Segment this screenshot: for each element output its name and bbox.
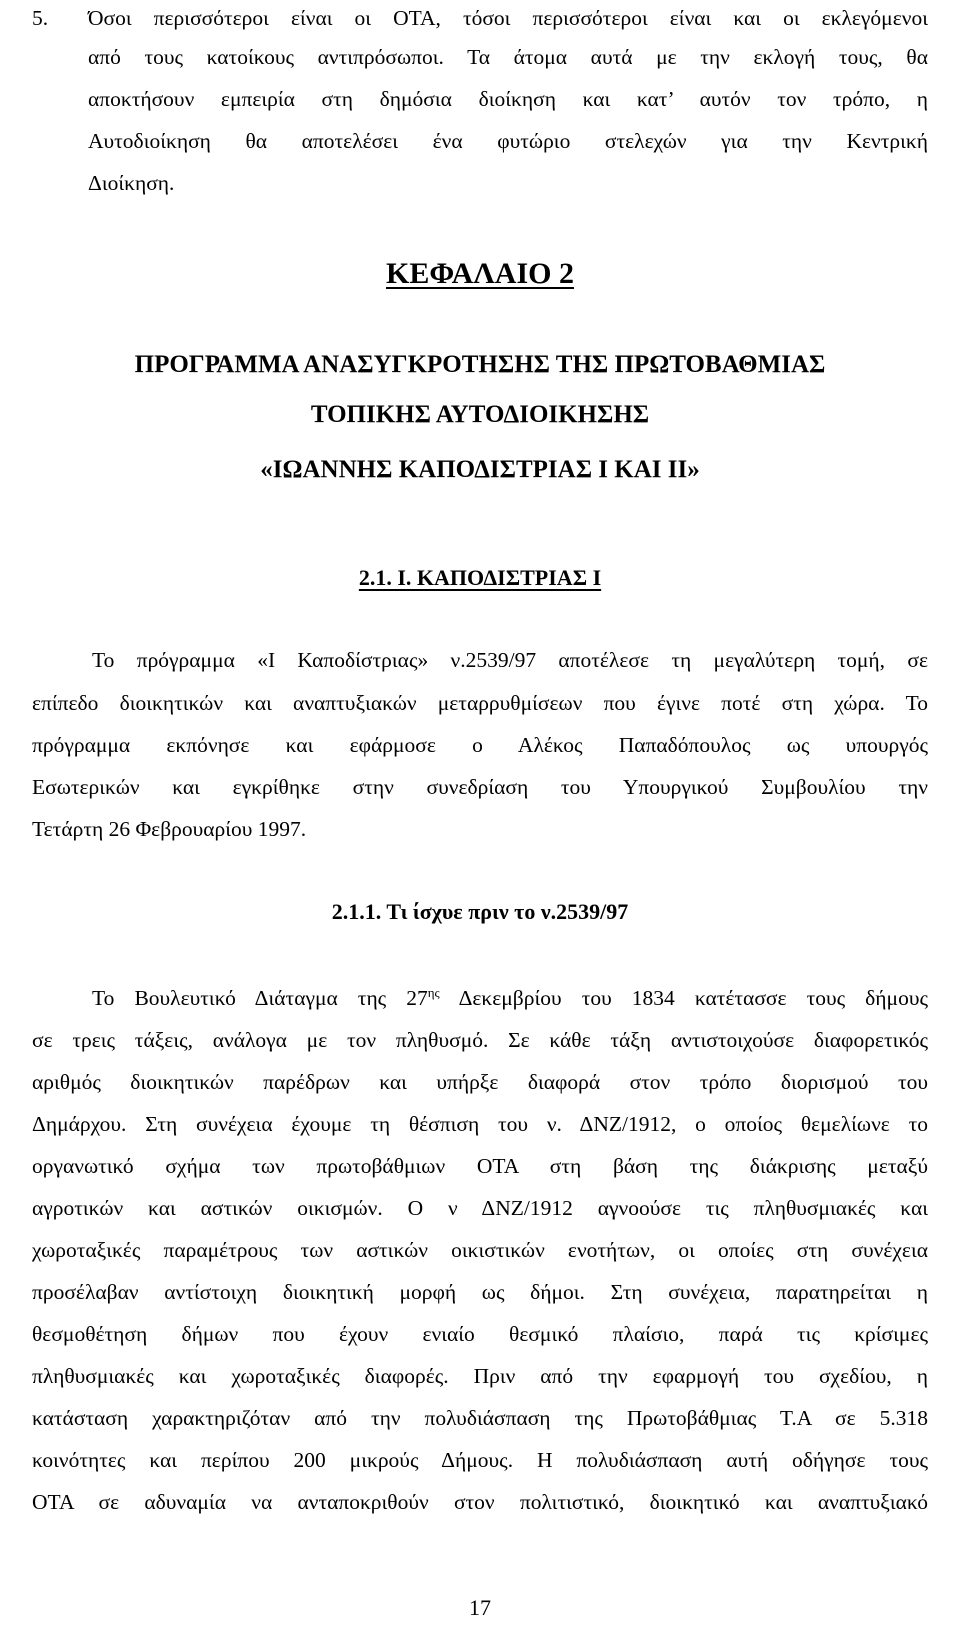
item5-line-1: Όσοι περισσότεροι είναι οι ΟΤΑ, τόσοι περισσότεροι είναι και οι εκλεγόμενοι [88,6,928,30]
section-2-1-1-line-13: ΟΤΑ σε αδυναμία να ανταποκριθούν στον πολιτιστικό, διοικητικό και αναπτυξιακό [32,1490,928,1514]
section-2-1-line-3: πρόγραμμα εκπόνησε και εφάρμοσε ο Αλέκος Παπαδόπουλος ως υπουργός [32,733,928,757]
item5-line-4: Αυτοδιοίκηση θα αποτελέσει ένα φυτώριο στελεχών για την Κεντρική [88,129,928,153]
section-2-1-1-line-2: σε τρεις τάξεις, ανάλογα με τον πληθυσμό. Σε κάθε τάξη αντιστοιχούσε διαφορετικός [32,1028,928,1052]
section-2-1-1-line-11: κατάσταση χαρακτηριζόταν από την πολυδιάσπαση της Πρωτοβάθμιας Τ.Α σε 5.318 [32,1406,928,1430]
line-1-text-after: Δεκεμβρίου του 1834 κατέτασσε τους δήμους [439,986,928,1010]
chapter-title-line-3: «ΙΩΑΝΝΗΣ ΚΑΠΟΔΙΣΤΡΙΑΣ Ι ΚΑΙ ΙΙ» [260,456,700,483]
section-2-1-1-line-5: οργανωτικό σχήμα των πρωτοβάθμιων ΟΤΑ στη βάση της διάκρισης μεταξύ [32,1154,928,1178]
section-2-1-heading: 2.1. Ι. ΚΑΠΟΔΙΣΤΡΙΑΣ Ι [358,565,602,590]
item5-line-2: από τους κατοίκους αντιπρόσωποι. Τα άτομα αυτά με την εκλογή τους, θα [88,45,928,69]
section-2-1-1-line-12: κοινότητες και περίπου 200 μικρούς Δήμους. Η πολυδιάσπαση αυτή οδήγησε τους [32,1448,928,1472]
section-2-1-1-line-7: χωροταξικές παραμέτρους των αστικών οικιστικών ενοτήτων, οι οποίες στη συνέχεια [32,1238,928,1262]
section-2-1-line-1: Το πρόγραμμα «Ι Καποδίστριας» ν.2539/97 αποτέλεσε τη μεγαλύτερη τομή, σε [92,648,928,672]
section-2-1-line-4: Εσωτερικών και εγκρίθηκε στην συνεδρίαση του Υπουργικού Συμβουλίου την [32,775,928,799]
ordinal-superscript: ης [427,984,440,1000]
section-2-1-line-5: Τετάρτη 26 Φεβρουαρίου 1997. [32,817,307,841]
section-2-1-line-2: επίπεδο διοικητικών και αναπτυξιακών μεταρρυθμίσεων που έγινε ποτέ στη χώρα. Το [32,691,928,715]
chapter-title-line-1: ΠΡΟΓΡΑΜΜΑ ΑΝΑΣΥΓΚΡΟΤΗΣΗΣ ΤΗΣ ΠΡΩΤΟΒΑΘΜΙΑΣ [134,351,826,378]
item-number: 5. [32,6,49,30]
chapter-title-line-2: ΤΟΠΙΚΗΣ ΑΥΤΟΔΙΟΙΚΗΣΗΣ [310,401,650,428]
section-2-1-1-line-9: θεσμοθέτηση δήμων που έχουν ενιαίο θεσμικό πλαίσιο, παρά τις κρίσιμες [32,1322,928,1346]
section-2-1-1-line-10: πληθυσμιακές και χωροταξικές διαφορές. Πριν από την εφαρμογή του σχεδίου, η [32,1364,928,1388]
chapter-heading: ΚΕΦΑΛΑΙΟ 2 [386,257,574,290]
line-1-text-before: Το Βουλευτικό Διάταγμα της 27 [92,986,428,1010]
page-number: 17 [469,1595,491,1620]
item5-line-3: αποκτήσουν εμπειρία στη δημόσια διοίκηση και κατ’ αυτόν τον τρόπο, η [88,87,928,111]
item5-line-5: Διοίκηση. [88,171,175,195]
section-2-1-1-line-3: αριθμός διοικητικών παρέδρων και υπήρξε διαφορά στον τρόπο διορισμού του [32,1070,928,1094]
section-2-1-1-line-6: αγροτικών και αστικών οικισμών. Ο ν ΔΝΖ/1912 αγνοούσε τις πληθυσμιακές και [32,1196,928,1220]
section-2-1-1-line-8: προσέλαβαν αντίστοιχη διοικητική μορφή ως δήμοι. Στη συνέχεια, παρατηρείται η [32,1280,928,1304]
section-2-1-1-line-4: Δημάρχου. Στη συνέχεια έχουμε τη θέσπιση του ν. ΔΝΖ/1912, ο οποίος θεμελίωνε το [32,1112,928,1136]
section-2-1-1-heading: 2.1.1. Τι ίσχυε πριν το ν.2539/97 [331,899,629,924]
section-2-1-1-line-1 [92,983,928,1013]
